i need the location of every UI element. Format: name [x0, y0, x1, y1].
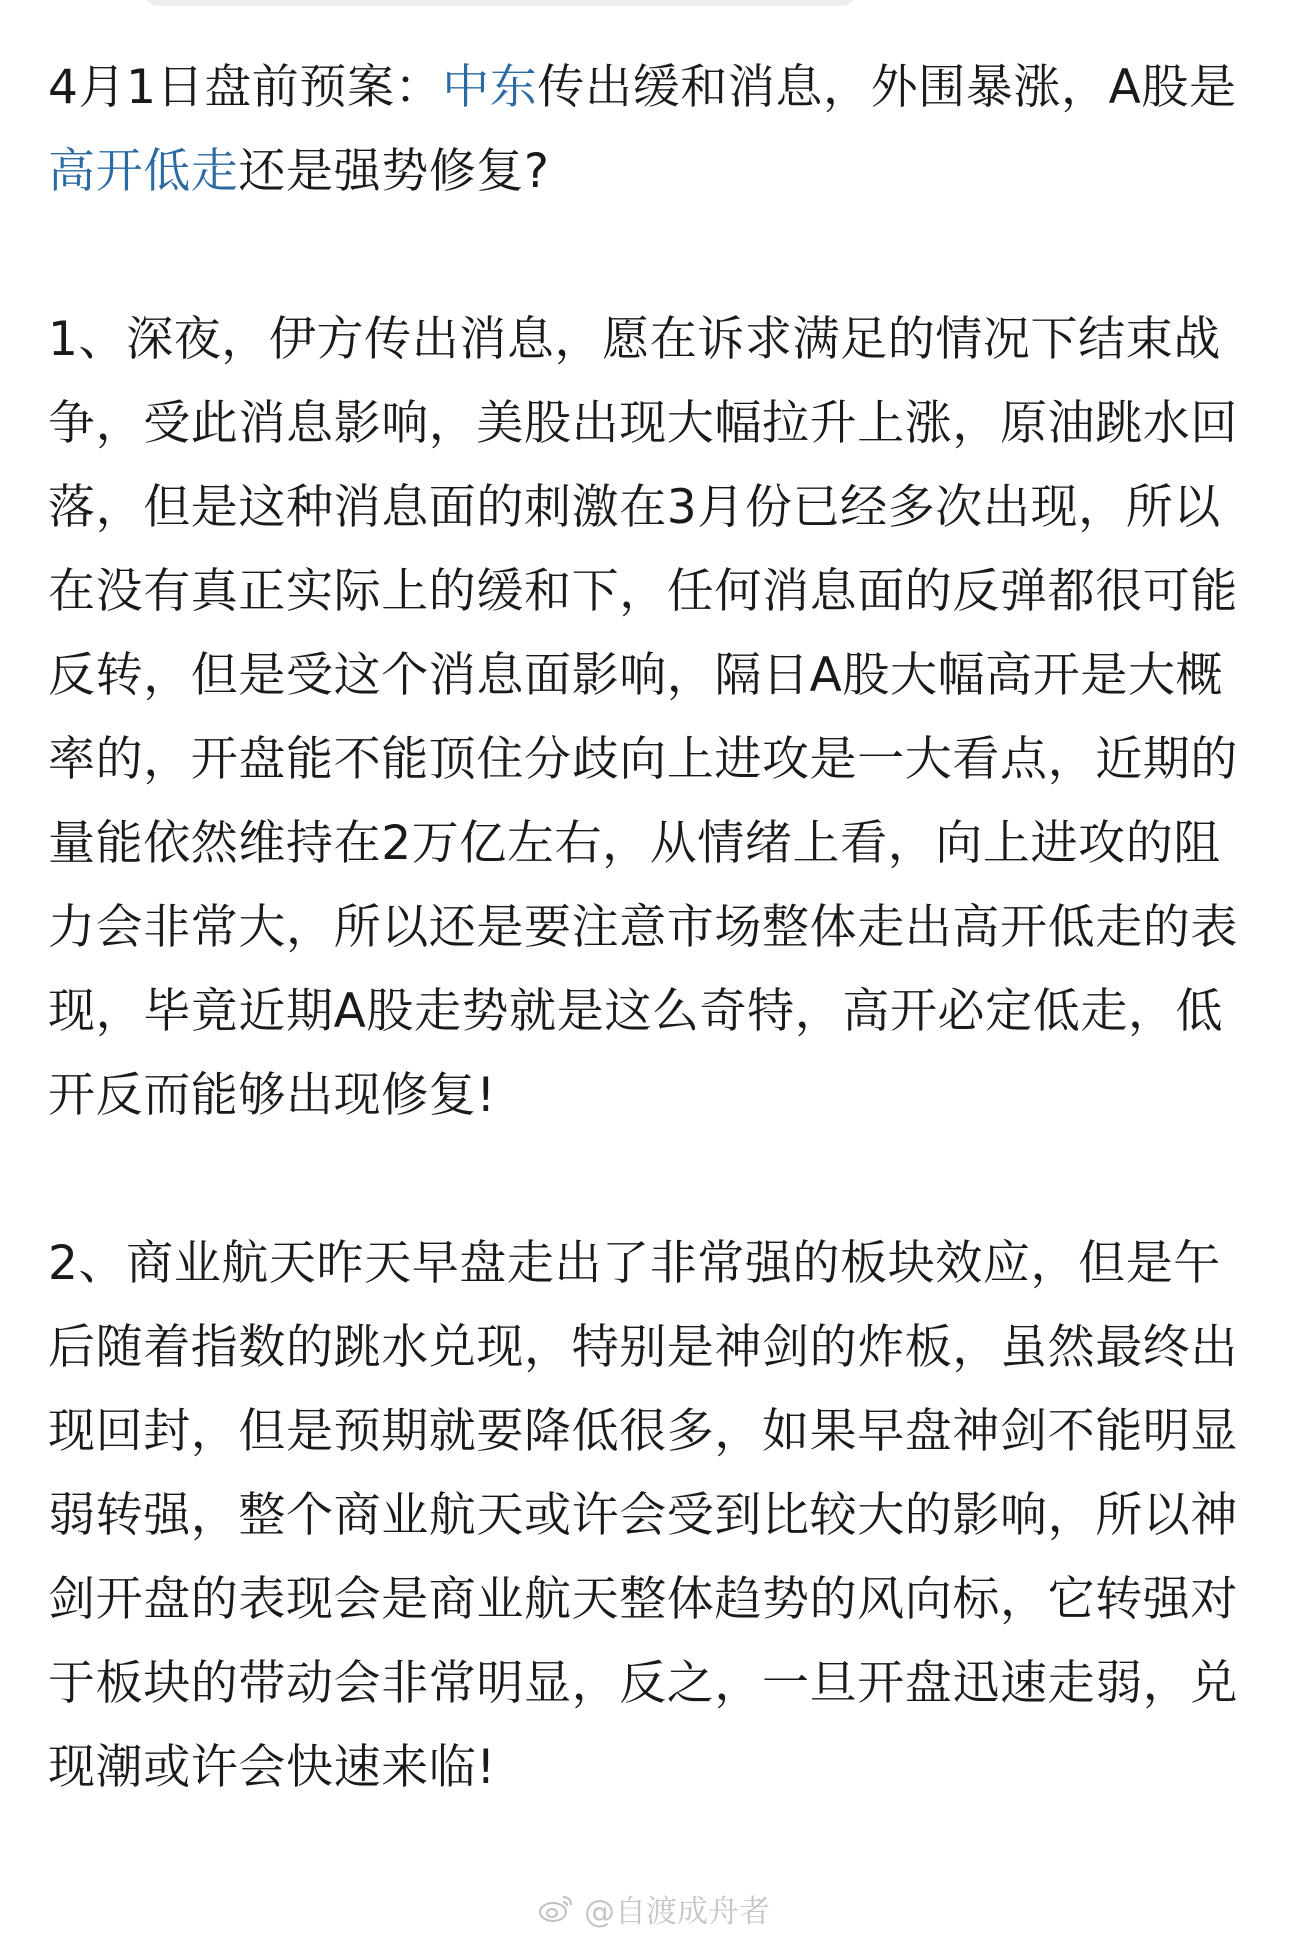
weibo-logo-icon	[538, 1892, 576, 1924]
watermark	[538, 1888, 770, 1928]
title-prefix: 4月1日盘前预案：	[48, 60, 443, 115]
watermark-text: @自渡成舟者	[584, 1893, 770, 1930]
top-card-edge	[140, 0, 860, 6]
title-suffix: 还是强势修复?	[238, 144, 550, 199]
post-body	[48, 46, 1244, 1810]
topic-link-high-open-low-close[interactable]: 高开低走	[48, 144, 239, 199]
topic-link-middle-east[interactable]: 中东	[442, 60, 538, 115]
post-title	[48, 46, 1244, 214]
paragraph-2: 2、商业航天昨天早盘走出了非常强的板块效应，但是午后随着指数的跳水兑现，特别是神剑的炸板，虽然最终出现回封，但是预期就要降低很多，如果早盘神剑不能明显弱转强，整个商业航天或许会受到比较大的影响，所以神剑开盘的表现会是商业航天整体趋势的风向标，它转强对于板块的带动会非常明显，反之，一旦开盘迅速走弱，兑现潮或许会快速来临!	[48, 1236, 1238, 1795]
paragraph-1: 1、深夜，伊方传出消息，愿在诉求满足的情况下结束战争，受此消息影响，美股出现大幅拉升上涨，原油跳水回落，但是这种消息面的刺激在3月份已经多次出现，所以在没有真正实际上的缓和下，任何消息面的反弹都很可能反转，但是受这个消息面影响，隔日A股大幅高开是大概率的，开盘能不能顶住分歧向上进攻是一大看点，近期的量能依然维持在2万亿左右，从情绪上看，向上进攻的阻力会非常大，所以还是要注意市场整体走出高开低走的表现，毕竟近期A股走势就是这么奇特，高开必定低走，低开反而能够出现修复!	[48, 312, 1238, 1123]
title-middle: 传出缓和消息，外围暴涨，A股是	[537, 60, 1237, 115]
